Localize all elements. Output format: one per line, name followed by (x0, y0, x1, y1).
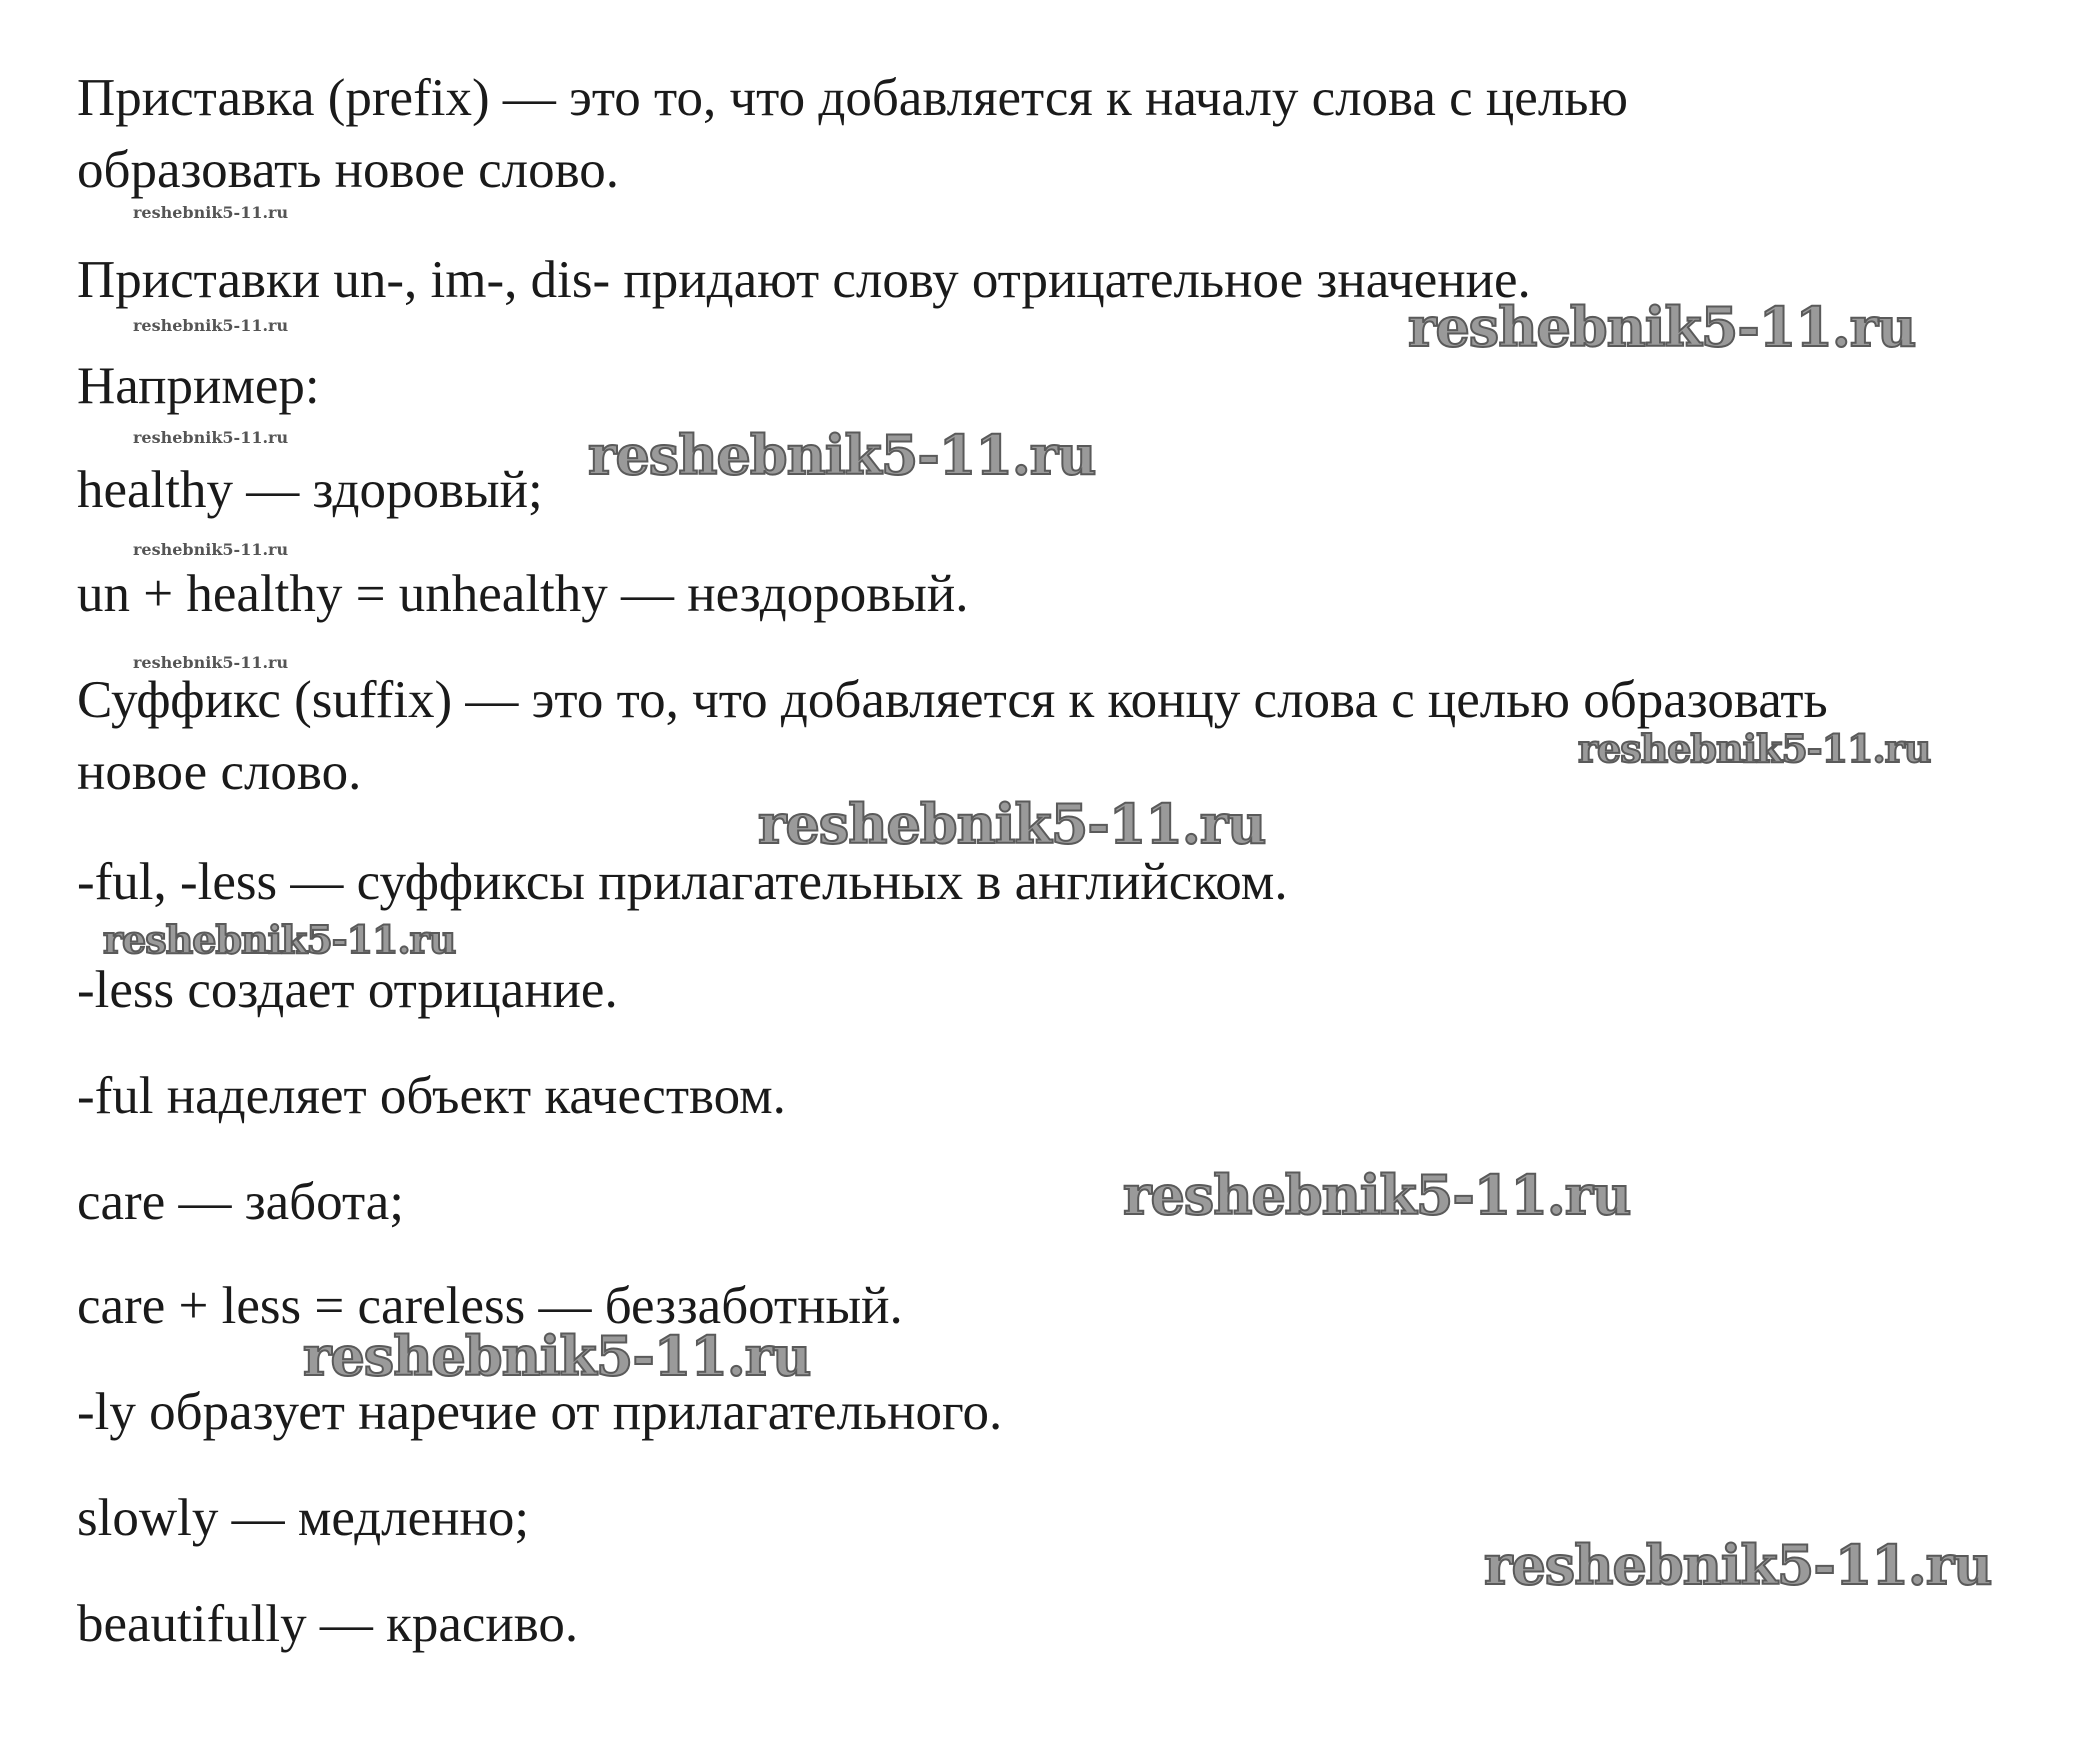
text-line-healthy: healthy — здоровый; (77, 461, 543, 519)
watermark: reshebnik5-11.ru (303, 1324, 811, 1388)
text-line-example-heading: Например: (77, 357, 320, 415)
watermark-tiny: reshebnik5-11.ru (133, 316, 289, 335)
text-line-care: care — забота; (77, 1173, 405, 1231)
text-line-suffix-definition: Суффикс (suffix) — это то, что добавляется к концу слова с целью образовать (77, 671, 1828, 729)
text-line-prefix-definition-cont: образовать новое слово. (77, 141, 620, 199)
text-line-prefix-definition: Приставка (prefix) — это то, что добавляется к началу слова с целью (77, 69, 1629, 127)
text-line-slowly: slowly — медленно; (77, 1489, 530, 1547)
text-line-unhealthy: un + healthy = unhealthy — нездоровый. (77, 565, 969, 623)
watermark: reshebnik5-11.ru (1484, 1533, 1992, 1597)
watermark: reshebnik5-11.ru (758, 792, 1266, 856)
text-line-ful-quality: -ful наделяет объект качеством. (77, 1067, 786, 1125)
watermark: reshebnik5-11.ru (1123, 1163, 1631, 1227)
text-line-ly-adverb: -ly образует наречие от прилагательного. (77, 1383, 1003, 1441)
text-line-careless: care + less = careless — беззаботный. (77, 1277, 903, 1335)
text-line-beautifully: beautifully — красиво. (77, 1595, 579, 1653)
watermark-tiny: reshebnik5-11.ru (133, 203, 289, 222)
watermark: reshebnik5-11.ru (103, 917, 456, 962)
text-line-adjective-suffixes: -ful, -less — суффиксы прилагательных в английском. (77, 853, 1288, 911)
text-line-negative-prefixes: Приставки un-, im-, dis- придают слову отрицательное значение. (77, 251, 1531, 309)
watermark-tiny: reshebnik5-11.ru (133, 653, 289, 672)
watermark-tiny: reshebnik5-11.ru (133, 540, 289, 559)
watermark: reshebnik5-11.ru (588, 423, 1096, 487)
text-line-less-negation: -less создает отрицание. (77, 961, 618, 1019)
text-line-suffix-definition-cont: новое слово. (77, 743, 362, 801)
watermark: reshebnik5-11.ru (1578, 726, 1931, 771)
watermark: reshebnik5-11.ru (1408, 295, 1916, 359)
watermark-tiny: reshebnik5-11.ru (133, 428, 289, 447)
